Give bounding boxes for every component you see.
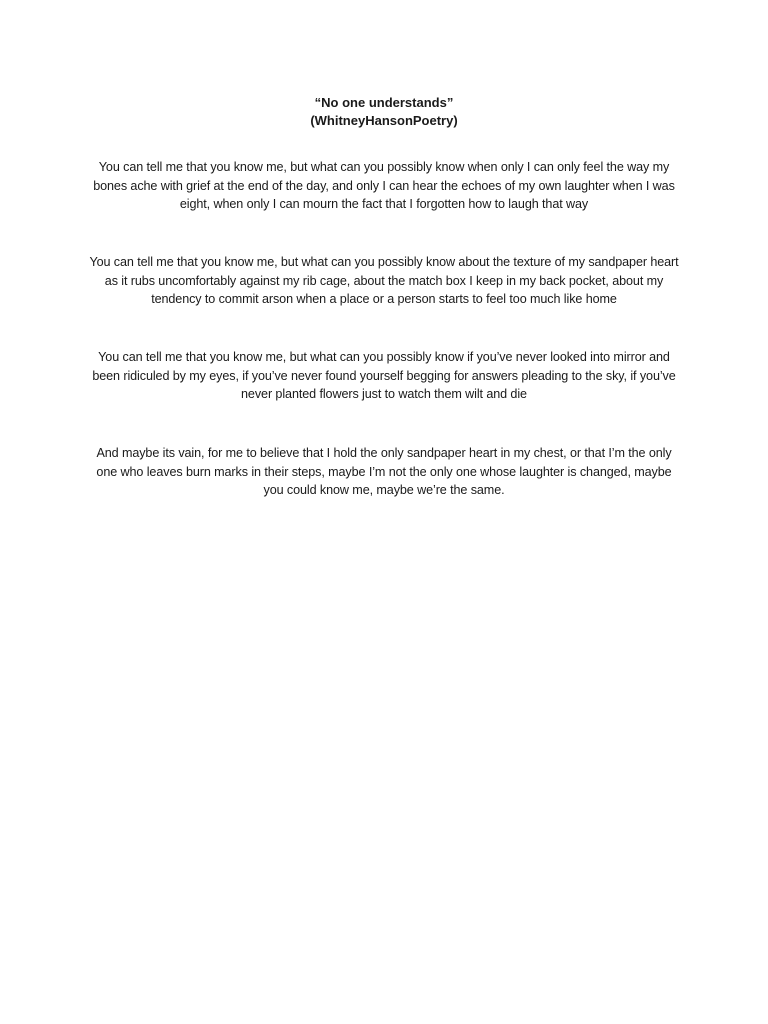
- poem-stanza-3: You can tell me that you know me, but what can you possibly know if you’ve never looked into mirror and been ridiculed by my eyes, if you’ve never found yourself begging for answers pleading to the sky, if you’ve never planted flowers just to watch them wilt and die: [92, 350, 676, 401]
- poem-attribution: (WhitneyHansonPoetry): [310, 113, 458, 128]
- poem-stanza-4: And maybe its vain, for me to believe that I hold the only sandpaper heart in my chest, or that I’m the only one who leaves burn marks in their steps, maybe I’m not the only one whose laughter is changed, maybe you could know me, maybe we’re the same.: [96, 446, 672, 497]
- poem-title: “No one understands”: [314, 95, 454, 110]
- poem-stanza-1: You can tell me that you know me, but what can you possibly know when only I can only feel the way my bones ache with grief at the end of the day, and only I can hear the echoes of my own laughter when I was eight, when only I can mourn the fact that I forgotten how to laugh that way: [93, 160, 675, 211]
- poem-stanza-2: You can tell me that you know me, but what can you possibly know about the texture of my sandpaper heart as it rubs uncomfortably against my rib cage, about the match box I keep in my back pocket, about my tendency to commit arson when a place or a person starts to feel too much like home: [89, 255, 679, 306]
- title-block: [0, 94, 768, 130]
